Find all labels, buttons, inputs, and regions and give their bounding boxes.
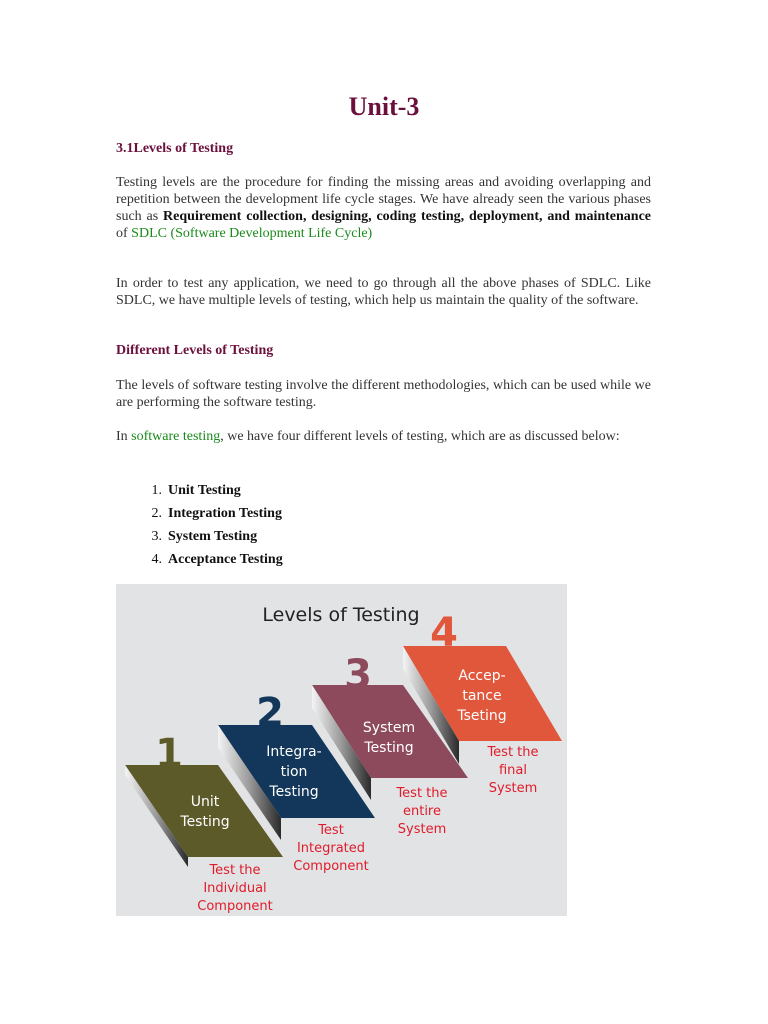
list-number: 1. [151, 483, 162, 498]
software-testing-link[interactable]: software testing [131, 429, 221, 444]
list-item [116, 528, 283, 551]
diagram-svg [116, 584, 567, 916]
step-1-desc-line: Individual [203, 881, 267, 896]
step-3-label-line: System [362, 720, 416, 736]
step-1-label-line: Testing [180, 814, 230, 830]
section-heading-different-levels: Different Levels of Testing [116, 343, 274, 358]
step-2-label-line: tion [280, 764, 308, 780]
paragraph-text: of [116, 226, 132, 241]
section-heading-levels-of-testing: 3.1Levels of Testing [116, 141, 234, 156]
paragraph-testing-levels [116, 174, 651, 242]
list-item [116, 482, 283, 505]
step-2-desc-line: Integrated [296, 841, 366, 856]
step-2-number: 2 [256, 690, 284, 736]
step-2-desc-line: Test [318, 823, 344, 838]
paragraph-text: , we have four different levels of testing, which are as discussed below: [220, 429, 620, 444]
levels-list [116, 482, 283, 574]
step-4-desc-line: final [498, 763, 528, 778]
paragraph-text: In [116, 429, 132, 444]
list-number: 2. [151, 506, 162, 521]
list-label: Unit Testing [168, 483, 241, 498]
step-4-label-line: Tseting [457, 708, 507, 724]
step-2-desc-line: Component [293, 859, 369, 874]
page-title: Unit-3 [348, 92, 420, 121]
step-3-desc-line: System [397, 822, 447, 837]
paragraph-four-levels [116, 428, 651, 445]
list-number: 4. [151, 552, 162, 567]
paragraph-sdlc-phases: In order to test any application, we need to go through all the above phases of SDLC. Like SDLC, we have multiple levels of testing, which help us maintain the quality of the software. [116, 276, 651, 308]
list-item [116, 505, 283, 528]
paragraph-text: Testing levels are the procedure for finding the missing areas and avoiding overlapping and repetition between the development life cycle stages. We have already seen the various phases such as [116, 175, 651, 224]
list-label: Integration Testing [168, 506, 282, 521]
step-4-number: 4 [430, 610, 458, 656]
step-3-number: 3 [344, 652, 372, 698]
step-3-desc-line: entire [402, 804, 442, 819]
step-1-number: 1 [155, 731, 183, 777]
step-3-desc-line: Test the [396, 786, 448, 801]
diagram-title: Levels of Testing [262, 604, 420, 626]
bold-phases-text: Requirement collection, designing, coding testing, deployment, and maintenance [163, 209, 652, 224]
step-4-desc-line: Test the [487, 745, 539, 760]
list-number: 3. [151, 529, 162, 544]
list-label: System Testing [168, 529, 258, 544]
list-label: Acceptance Testing [168, 552, 283, 567]
paragraph-methodologies: The levels of software testing involve the different methodologies, which can be used while we are performing the software testing. [116, 378, 651, 410]
step-2-label-line: Integra- [266, 744, 322, 760]
step-1-desc-line: Test the [209, 863, 261, 878]
levels-of-testing-diagram [116, 584, 567, 916]
step-2-label-line: Testing [269, 784, 319, 800]
step-1-label-line: Unit [190, 794, 220, 810]
step-1-desc-line: Component [197, 899, 273, 914]
sdlc-link[interactable]: SDLC (Software Development Life Cycle) [131, 226, 373, 241]
step-4-label-line: tance [462, 688, 502, 704]
step-4-label-line: Accep- [458, 668, 506, 684]
step-3-label-line: Testing [364, 740, 414, 756]
list-item [116, 551, 283, 574]
step-4-desc-line: System [488, 781, 538, 796]
